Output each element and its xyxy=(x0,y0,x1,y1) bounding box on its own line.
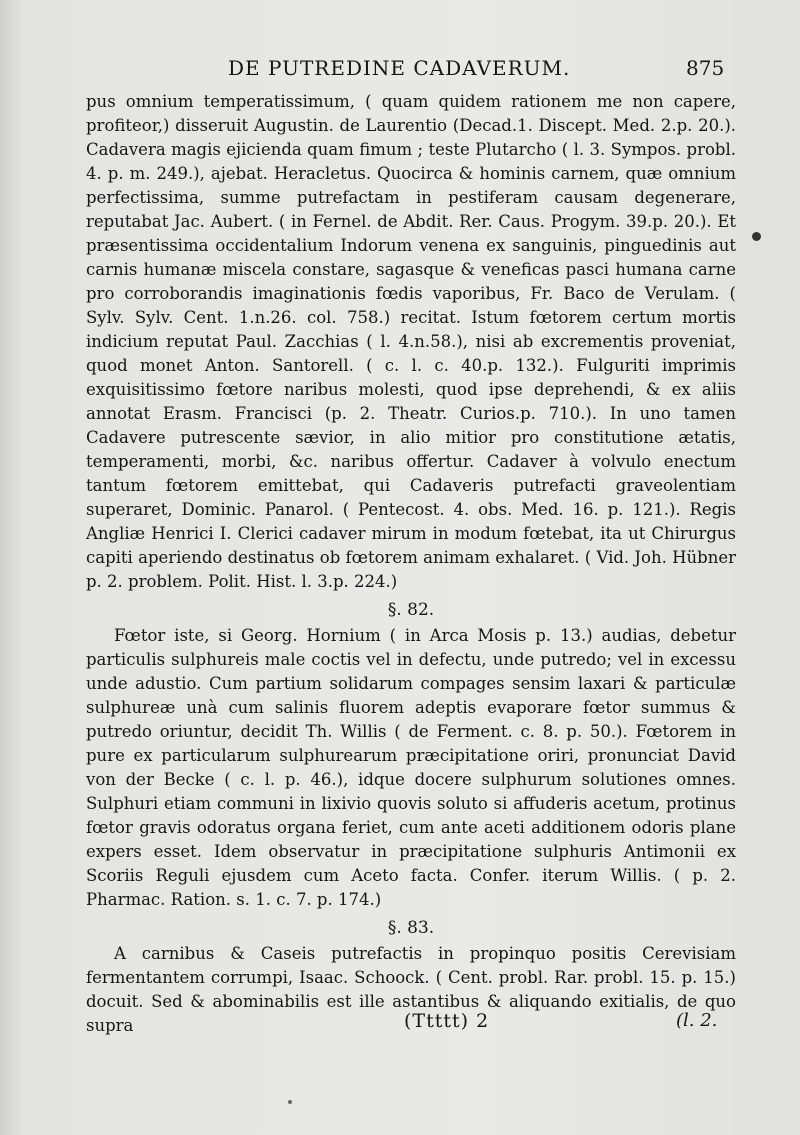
printer-signature-mark: (Ttttt) 2 xyxy=(404,1010,490,1032)
section-number-82: §. 82. xyxy=(387,600,435,620)
ink-speck xyxy=(752,232,761,241)
catchword: (l. 2. xyxy=(676,1010,718,1031)
paragraph-continuation: pus omnium temperatissimum, ( quam quidem rationem me non capere, profiteor,) disseruit Augustin. de Laurentio (Decad.1. Discept. Med. 2.p. 20.). Cadavera magis ejicienda quam fimum ; teste Plutarcho ( l. 3. Sympos. probl. 4. p. m. 249.), ajebat. Heracletus. Quocirca & hominis carnem, quæ omnium perfectissima, summe putrefactam in pestiferam causam degenerare, reputabat Jac. Aubert. ( in Fernel. de Abdit. Rer. Caus. Progym. 39.p. 20.). Et præsentissima occidentalium Indorum venena ex sanguinis, pinguedinis aut carnis humanæ miscela constare, sagasque & veneficas pasci humana carne pro corroborandis imaginationis fœdis vaporibus, Fr. Baco de Verulam. ( Sylv. Sylv. Cent. 1.n.26. col. 758.) recitat. Istum fœtorem certum mortis indicium reputat Paul. Zacchias ( l. 4.n.58.), nisi ab excrementis proveniat, quod monet Anton. Santorell. ( c. l. c. 40.p. 132.). Fulguriti imprimis exquisitissimo fœtore naribus molesti, quod ipse deprehendi, & ex aliis annotat Erasm. Francisci (p. 2. Theatr. Curios.p. 710.). In uno tamen Cadavere putrescente sævior, in alio mitior pro constitutione ætatis, temperamenti, morbi, &c. naribus offertur. Cadaver à volvulo enectum tantum fœtorem emittebat, qui Cadaveris putrefacti graveolentiam superaret, Dominic. Panarol. ( Pentecost. 4. obs. Med. 16. p. 121.). Regis Angliæ Henrici I. Clerici cadaver mirum in modum fœtebat, ita ut Chirurgus capiti aperiendo destinatus ob fœtorem animam exhalaret. ( Vid. Joh. Hübner p. 2. problem. Polit. Hist. l. 3.p. 224.) xyxy=(86,92,736,591)
page-body xyxy=(86,90,736,1038)
ink-speck xyxy=(288,1100,292,1104)
page-footer xyxy=(0,1010,800,1040)
page-number: 875 xyxy=(686,56,725,80)
running-title: DE PUTREDINE CADAVERUM. xyxy=(228,56,571,80)
section-number-83: §. 83. xyxy=(387,918,435,938)
paragraph-section-83: A carnibus & Caseis putrefactis in propinquo positis Cerevisiam fermentantem corrumpi, Isaac. Schoock. ( Cent. probl. Rar. probl. 15. p. 15.) docuit. Sed & abominabilis est ille astantibus & aliquando exitialis, de quo supra xyxy=(86,944,736,1035)
paragraph-section-82: Fœtor iste, si Georg. Hornium ( in Arca Mosis p. 13.) audias, debetur particulis sulphureis male coctis vel in defectu, unde putredo; vel in excessu unde adustio. Cum partium solidarum compages sensim laxari & particulæ sulphureæ unà cum salinis fluorem adeptis evaporare fœtor summus & putredo oriuntur, decidit Th. Willis ( de Ferment. c. 8. p. 50.). Fœtorem in pure ex particularum sulphurearum præcipitatione oriri, pronunciat David von der Becke ( c. l. p. 46.), idque docere sulphurum solutiones omnes. Sulphuri etiam communi in lixivio quovis soluto si affuderis acetum, protinus fœtor gravis odoratus organa feriet, cum ante aceti additionem odoris plane expers esset. Idem observatur in præcipitatione sulphuris Antimonii ex Scoriis Reguli ejusdem cum Aceto facta. Confer. iterum Willis. ( p. 2. Pharmac. Ration. s. 1. c. 7. p. 174.) xyxy=(86,626,736,909)
page-header xyxy=(0,50,800,90)
